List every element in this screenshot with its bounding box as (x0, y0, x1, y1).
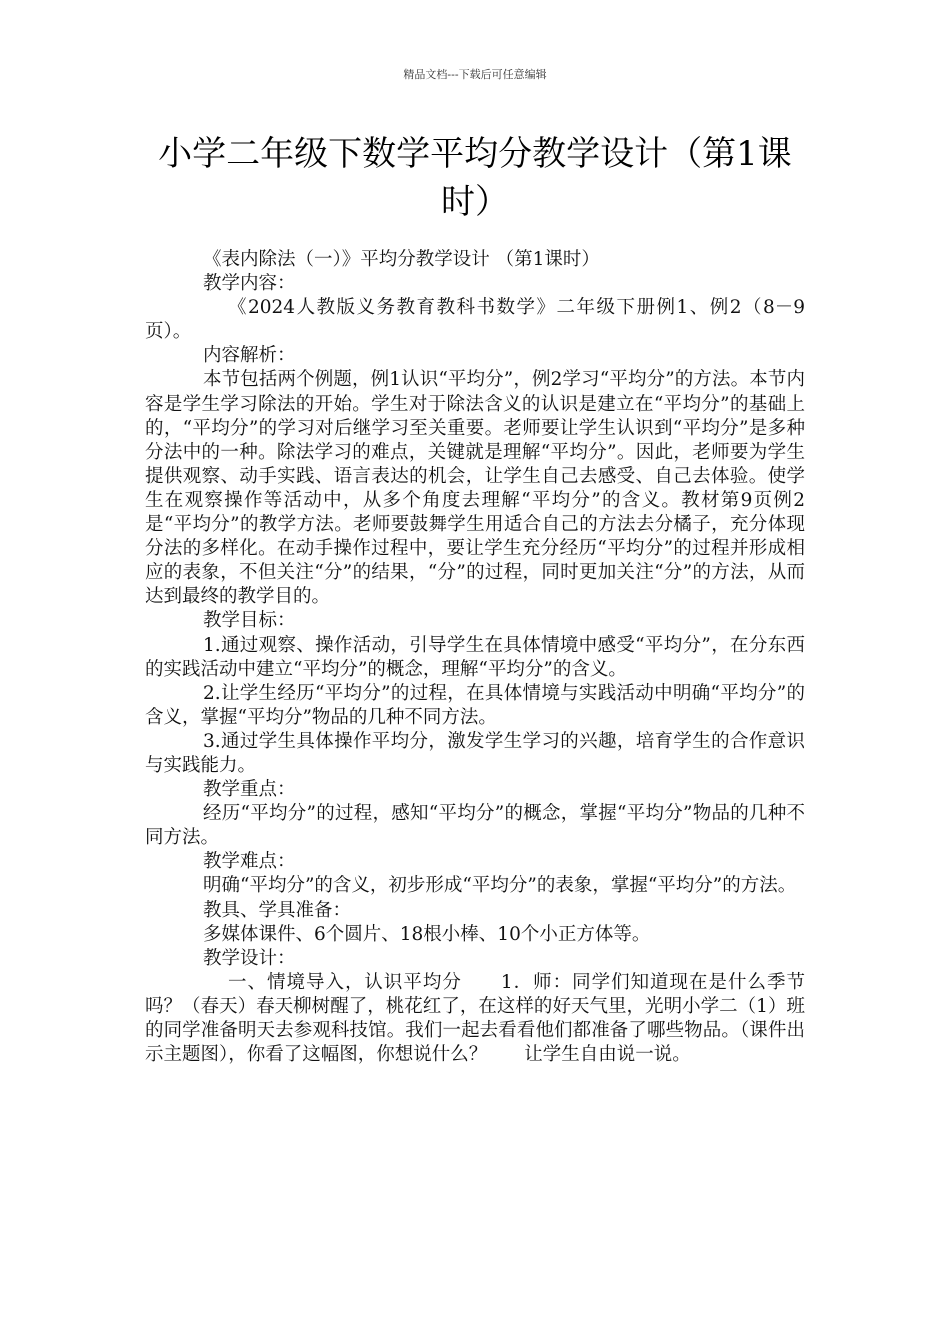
key-points-paragraph: 经历“平均分”的过程，感知“平均分”的概念，掌握“平均分”物品的几种不同方法。 (145, 803, 805, 849)
section-heading-difficulties: 教学难点： (203, 851, 296, 873)
goal-item-3: 3.通过学生具体操作平均分，激发学生学习的兴趣，培育学生的合作意识与实践能力。 (145, 730, 805, 776)
document-title: 小学二年级下数学平均分教学设计（第1课时） (158, 134, 792, 222)
section-heading-goals: 教学目标： (203, 610, 296, 632)
goal-item-2: 2.让学生经历“平均分”的过程，在具体情境与实践活动中明确“平均分”的含义，掌握“平均分”物品的几种不同方法。 (145, 682, 805, 728)
section-heading-key-points: 教学重点： (203, 779, 296, 801)
page-header: 精品文档---下载后可任意编辑 (403, 68, 547, 81)
materials-paragraph: 多媒体课件、6个圆片、18根小棒、10个小正方体等。 (203, 923, 651, 945)
section-heading-design: 教学设计： (203, 947, 296, 969)
document-body (145, 248, 805, 1067)
subtitle-line: 《表内除法（一）》平均分教学设计 （第1课时） (203, 249, 600, 270)
content-paragraph: 《2024人教版义务教育教科书数学》二年级下册例1、例2（8－9页）。 (145, 297, 805, 343)
section-heading-content: 教学内容： (203, 273, 296, 295)
difficulties-paragraph: 明确“平均分”的含义，初步形成“平均分”的表象，掌握“平均分”的方法。 (203, 875, 797, 897)
goal-item-1: 1.通过观察、操作活动，引导学生在具体情境中感受“平均分”，在分东西的实践活动中建立“平均分”的概念，理解“平均分”的含义。 (145, 634, 805, 680)
section-heading-materials: 教具、学具准备： (203, 899, 352, 921)
design-paragraph: 一、情境导入，认识平均分 1．师：同学们知道现在是什么季节吗？（春天）春天柳树醒了，桃花红了，在这样的好天气里，光明小学二（1）班的同学准备明天去参观科技馆。我们一起去看看他们都准备了哪些物品。（课件出示主题图），你看了这幅图，你想说什么？ 让学生自由说一说。 (145, 971, 805, 1066)
section-heading-analysis: 内容解析： (203, 345, 296, 367)
analysis-paragraph: 本节包括两个例题，例1认识“平均分”，例2学习“平均分”的方法。本节内容是学生学习除法的开始。学生对于除法含义的认识是建立在“平均分”的基础上的，“平均分”的学习对后继学习至关重要。老师要让学生认识到“平均分”是多种分法中的一种。除法学习的难点，关键就是理解“平均分”。因此，老师要为学生提供观察、动手实践、语言表达的机会，让学生自己去感受、自己去体验。使学生在观察操作等活动中，从多个角度去理解“平均分”的含义。教材第9页例2是“平均分”的教学方法。老师要鼓舞学生用适合自己的方法去分橘子，充分体现分法的多样化。在动手操作过程中，要让学生充分经历“平均分”的过程并形成相应的表象，不但关注“分”的结果，“分”的过程，同时更加关注“分”的方法，从而达到最终的教学目的。 (145, 369, 805, 608)
